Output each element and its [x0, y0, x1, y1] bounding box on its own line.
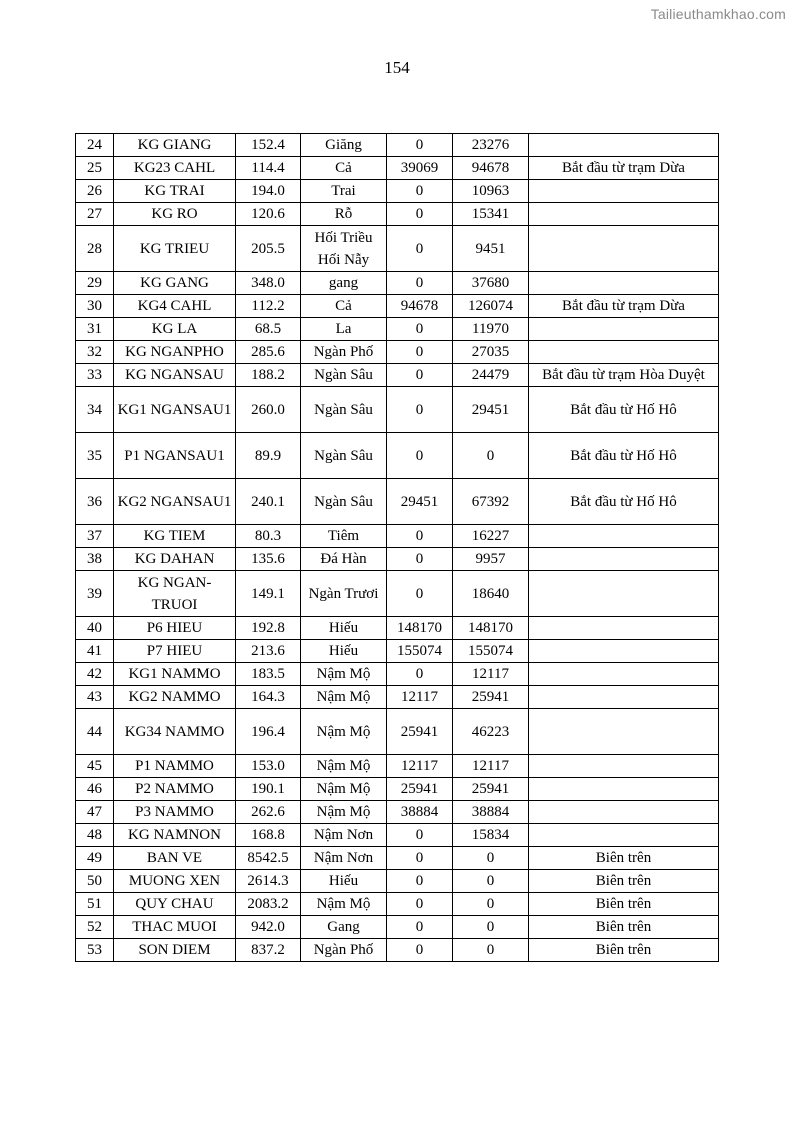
area-value-cell: 262.6 [236, 801, 301, 824]
station-name-cell: KG TRIEU [114, 226, 236, 272]
end-position-cell: 23276 [453, 134, 529, 157]
area-value-cell: 942.0 [236, 916, 301, 939]
area-value-cell: 2614.3 [236, 870, 301, 893]
table-row [76, 203, 719, 226]
end-position-cell: 0 [453, 847, 529, 870]
river-name-cell: Nậm Mộ [301, 893, 387, 916]
row-number-cell: 46 [76, 778, 114, 801]
note-cell: Bắt đầu từ Hố Hô [529, 433, 719, 479]
note-cell [529, 709, 719, 755]
note-cell: Biên trên [529, 939, 719, 962]
row-number-cell: 43 [76, 686, 114, 709]
area-value-cell: 188.2 [236, 364, 301, 387]
start-position-cell: 39069 [387, 157, 453, 180]
table-row [76, 226, 719, 272]
river-name-cell: Hối Triều Hối Nẫy [301, 226, 387, 272]
station-name-cell: P3 NAMMO [114, 801, 236, 824]
table-row [76, 709, 719, 755]
table-row [76, 341, 719, 364]
end-position-cell: 148170 [453, 617, 529, 640]
river-name-cell: Nậm Mộ [301, 686, 387, 709]
start-position-cell: 0 [387, 272, 453, 295]
station-name-cell: KG2 NGANSAU1 [114, 479, 236, 525]
note-cell [529, 778, 719, 801]
river-name-cell: Hiếu [301, 870, 387, 893]
river-name-cell: Ngàn Sâu [301, 387, 387, 433]
end-position-cell: 15341 [453, 203, 529, 226]
area-value-cell: 196.4 [236, 709, 301, 755]
area-value-cell: 837.2 [236, 939, 301, 962]
row-number-cell: 40 [76, 617, 114, 640]
station-name-cell: P1 NGANSAU1 [114, 433, 236, 479]
station-name-cell: KG23 CAHL [114, 157, 236, 180]
area-value-cell: 80.3 [236, 525, 301, 548]
end-position-cell: 37680 [453, 272, 529, 295]
end-position-cell: 0 [453, 893, 529, 916]
start-position-cell: 0 [387, 180, 453, 203]
table-row [76, 364, 719, 387]
area-value-cell: 135.6 [236, 548, 301, 571]
river-name-cell: Nậm Mộ [301, 778, 387, 801]
end-position-cell: 11970 [453, 318, 529, 341]
table-row [76, 617, 719, 640]
note-cell: Bắt đầu từ trạm Hòa Duyệt [529, 364, 719, 387]
station-name-cell: P7 HIEU [114, 640, 236, 663]
station-name-cell: THAC MUOI [114, 916, 236, 939]
river-name-cell: Tiêm [301, 525, 387, 548]
end-position-cell: 155074 [453, 640, 529, 663]
row-number-cell: 30 [76, 295, 114, 318]
station-name-cell: P6 HIEU [114, 617, 236, 640]
river-name-cell: Nậm Nơn [301, 824, 387, 847]
note-cell: Biên trên [529, 847, 719, 870]
area-value-cell: 190.1 [236, 778, 301, 801]
area-value-cell: 68.5 [236, 318, 301, 341]
start-position-cell: 29451 [387, 479, 453, 525]
table-row [76, 272, 719, 295]
end-position-cell: 67392 [453, 479, 529, 525]
note-cell: Bắt đầu từ Hố Hô [529, 479, 719, 525]
start-position-cell: 0 [387, 203, 453, 226]
row-number-cell: 38 [76, 548, 114, 571]
river-name-cell: Nậm Mộ [301, 801, 387, 824]
end-position-cell: 25941 [453, 686, 529, 709]
start-position-cell: 0 [387, 548, 453, 571]
start-position-cell: 0 [387, 387, 453, 433]
river-name-cell: Ngàn Phố [301, 939, 387, 962]
table-row [76, 134, 719, 157]
row-number-cell: 32 [76, 341, 114, 364]
row-number-cell: 37 [76, 525, 114, 548]
end-position-cell: 18640 [453, 571, 529, 617]
row-number-cell: 26 [76, 180, 114, 203]
start-position-cell: 0 [387, 870, 453, 893]
page-number: 154 [384, 58, 410, 77]
station-name-cell: KG1 NAMMO [114, 663, 236, 686]
station-name-cell: KG GANG [114, 272, 236, 295]
row-number-cell: 53 [76, 939, 114, 962]
river-name-cell: Ngàn Trươi [301, 571, 387, 617]
table-row [76, 778, 719, 801]
note-cell [529, 525, 719, 548]
station-name-cell: P2 NAMMO [114, 778, 236, 801]
river-name-cell: Hiếu [301, 640, 387, 663]
row-number-cell: 28 [76, 226, 114, 272]
station-name-cell: KG NGAN-TRUOI [114, 571, 236, 617]
area-value-cell: 183.5 [236, 663, 301, 686]
note-cell: Bắt đầu từ Hố Hô [529, 387, 719, 433]
river-name-cell: Cả [301, 157, 387, 180]
start-position-cell: 0 [387, 134, 453, 157]
start-position-cell: 12117 [387, 755, 453, 778]
station-name-cell: KG GIANG [114, 134, 236, 157]
area-value-cell: 2083.2 [236, 893, 301, 916]
area-value-cell: 153.0 [236, 755, 301, 778]
start-position-cell: 0 [387, 226, 453, 272]
area-value-cell: 348.0 [236, 272, 301, 295]
watermark-text: Tailieuthamkhao.com [650, 6, 786, 22]
end-position-cell: 12117 [453, 663, 529, 686]
note-cell: Biên trên [529, 870, 719, 893]
note-cell [529, 341, 719, 364]
area-value-cell: 149.1 [236, 571, 301, 617]
note-cell [529, 755, 719, 778]
row-number-cell: 27 [76, 203, 114, 226]
row-number-cell: 35 [76, 433, 114, 479]
table-row [76, 318, 719, 341]
end-position-cell: 0 [453, 916, 529, 939]
start-position-cell: 0 [387, 847, 453, 870]
row-number-cell: 34 [76, 387, 114, 433]
table-row [76, 755, 719, 778]
row-number-cell: 50 [76, 870, 114, 893]
table-row [76, 180, 719, 203]
river-name-cell: Giăng [301, 134, 387, 157]
end-position-cell: 0 [453, 433, 529, 479]
table-row [76, 847, 719, 870]
table-row [76, 571, 719, 617]
row-number-cell: 31 [76, 318, 114, 341]
end-position-cell: 24479 [453, 364, 529, 387]
row-number-cell: 42 [76, 663, 114, 686]
start-position-cell: 94678 [387, 295, 453, 318]
table-row [76, 157, 719, 180]
table-row [76, 548, 719, 571]
end-position-cell: 10963 [453, 180, 529, 203]
table-row [76, 387, 719, 433]
area-value-cell: 8542.5 [236, 847, 301, 870]
table-row [76, 686, 719, 709]
start-position-cell: 0 [387, 433, 453, 479]
end-position-cell: 94678 [453, 157, 529, 180]
row-number-cell: 49 [76, 847, 114, 870]
note-cell [529, 824, 719, 847]
station-name-cell: P1 NAMMO [114, 755, 236, 778]
river-name-cell: Nậm Mộ [301, 709, 387, 755]
area-value-cell: 240.1 [236, 479, 301, 525]
area-value-cell: 260.0 [236, 387, 301, 433]
end-position-cell: 12117 [453, 755, 529, 778]
start-position-cell: 148170 [387, 617, 453, 640]
start-position-cell: 25941 [387, 709, 453, 755]
end-position-cell: 0 [453, 870, 529, 893]
note-cell [529, 663, 719, 686]
end-position-cell: 27035 [453, 341, 529, 364]
start-position-cell: 0 [387, 893, 453, 916]
note-cell [529, 134, 719, 157]
table-row [76, 939, 719, 962]
note-cell [529, 686, 719, 709]
end-position-cell: 25941 [453, 778, 529, 801]
area-value-cell: 114.4 [236, 157, 301, 180]
note-cell [529, 318, 719, 341]
river-name-cell: La [301, 318, 387, 341]
table-row [76, 663, 719, 686]
area-value-cell: 120.6 [236, 203, 301, 226]
note-cell [529, 548, 719, 571]
end-position-cell: 0 [453, 939, 529, 962]
table-row [76, 295, 719, 318]
row-number-cell: 36 [76, 479, 114, 525]
area-value-cell: 168.8 [236, 824, 301, 847]
start-position-cell: 0 [387, 318, 453, 341]
table-row [76, 870, 719, 893]
river-name-cell: Cả [301, 295, 387, 318]
station-name-cell: KG34 NAMMO [114, 709, 236, 755]
start-position-cell: 0 [387, 663, 453, 686]
start-position-cell: 0 [387, 525, 453, 548]
area-value-cell: 285.6 [236, 341, 301, 364]
row-number-cell: 52 [76, 916, 114, 939]
river-name-cell: Nậm Mộ [301, 663, 387, 686]
end-position-cell: 9957 [453, 548, 529, 571]
station-name-cell: KG2 NAMMO [114, 686, 236, 709]
station-name-cell: KG TRAI [114, 180, 236, 203]
station-name-cell: KG1 NGANSAU1 [114, 387, 236, 433]
station-name-cell: KG4 CAHL [114, 295, 236, 318]
area-value-cell: 194.0 [236, 180, 301, 203]
river-name-cell: Ngàn Phố [301, 341, 387, 364]
table-row [76, 893, 719, 916]
start-position-cell: 0 [387, 571, 453, 617]
end-position-cell: 9451 [453, 226, 529, 272]
end-position-cell: 38884 [453, 801, 529, 824]
row-number-cell: 51 [76, 893, 114, 916]
river-name-cell: gang [301, 272, 387, 295]
row-number-cell: 44 [76, 709, 114, 755]
river-name-cell: Nậm Nơn [301, 847, 387, 870]
end-position-cell: 16227 [453, 525, 529, 548]
start-position-cell: 155074 [387, 640, 453, 663]
note-cell [529, 180, 719, 203]
start-position-cell: 0 [387, 341, 453, 364]
station-name-cell: SON DIEM [114, 939, 236, 962]
station-name-cell: KG LA [114, 318, 236, 341]
area-value-cell: 89.9 [236, 433, 301, 479]
row-number-cell: 25 [76, 157, 114, 180]
station-name-cell: KG RO [114, 203, 236, 226]
table-row [76, 801, 719, 824]
station-name-cell: QUY CHAU [114, 893, 236, 916]
note-cell: Biên trên [529, 893, 719, 916]
river-name-cell: Ngàn Sâu [301, 433, 387, 479]
area-value-cell: 213.6 [236, 640, 301, 663]
note-cell: Biên trên [529, 916, 719, 939]
end-position-cell: 29451 [453, 387, 529, 433]
data-table [75, 133, 719, 962]
end-position-cell: 15834 [453, 824, 529, 847]
station-name-cell: MUONG XEN [114, 870, 236, 893]
note-cell [529, 571, 719, 617]
river-name-cell: Đá Hàn [301, 548, 387, 571]
table-body [76, 134, 719, 962]
station-name-cell: KG NAMNON [114, 824, 236, 847]
river-name-cell: Nậm Mộ [301, 755, 387, 778]
row-number-cell: 47 [76, 801, 114, 824]
station-name-cell: KG NGANSAU [114, 364, 236, 387]
river-name-cell: Hiếu [301, 617, 387, 640]
table-row [76, 433, 719, 479]
start-position-cell: 25941 [387, 778, 453, 801]
river-name-cell: Gang [301, 916, 387, 939]
station-name-cell: KG DAHAN [114, 548, 236, 571]
table-row [76, 479, 719, 525]
start-position-cell: 0 [387, 939, 453, 962]
start-position-cell: 0 [387, 364, 453, 387]
area-value-cell: 205.5 [236, 226, 301, 272]
table-row [76, 640, 719, 663]
row-number-cell: 48 [76, 824, 114, 847]
table-row [76, 916, 719, 939]
station-name-cell: BAN VE [114, 847, 236, 870]
station-name-cell: KG TIEM [114, 525, 236, 548]
row-number-cell: 33 [76, 364, 114, 387]
area-value-cell: 192.8 [236, 617, 301, 640]
river-name-cell: Ngàn Sâu [301, 479, 387, 525]
note-cell [529, 272, 719, 295]
river-name-cell: Rỗ [301, 203, 387, 226]
table-row [76, 525, 719, 548]
note-cell [529, 226, 719, 272]
row-number-cell: 45 [76, 755, 114, 778]
end-position-cell: 126074 [453, 295, 529, 318]
station-name-cell: KG NGANPHO [114, 341, 236, 364]
note-cell: Bắt đầu từ trạm Dừa [529, 157, 719, 180]
end-position-cell: 46223 [453, 709, 529, 755]
note-cell [529, 640, 719, 663]
row-number-cell: 24 [76, 134, 114, 157]
start-position-cell: 0 [387, 824, 453, 847]
row-number-cell: 29 [76, 272, 114, 295]
start-position-cell: 38884 [387, 801, 453, 824]
river-name-cell: Trai [301, 180, 387, 203]
note-cell [529, 203, 719, 226]
row-number-cell: 41 [76, 640, 114, 663]
area-value-cell: 112.2 [236, 295, 301, 318]
start-position-cell: 0 [387, 916, 453, 939]
area-value-cell: 152.4 [236, 134, 301, 157]
start-position-cell: 12117 [387, 686, 453, 709]
area-value-cell: 164.3 [236, 686, 301, 709]
table-row [76, 824, 719, 847]
note-cell [529, 801, 719, 824]
note-cell [529, 617, 719, 640]
note-cell: Bắt đầu từ trạm Dừa [529, 295, 719, 318]
row-number-cell: 39 [76, 571, 114, 617]
river-name-cell: Ngàn Sâu [301, 364, 387, 387]
